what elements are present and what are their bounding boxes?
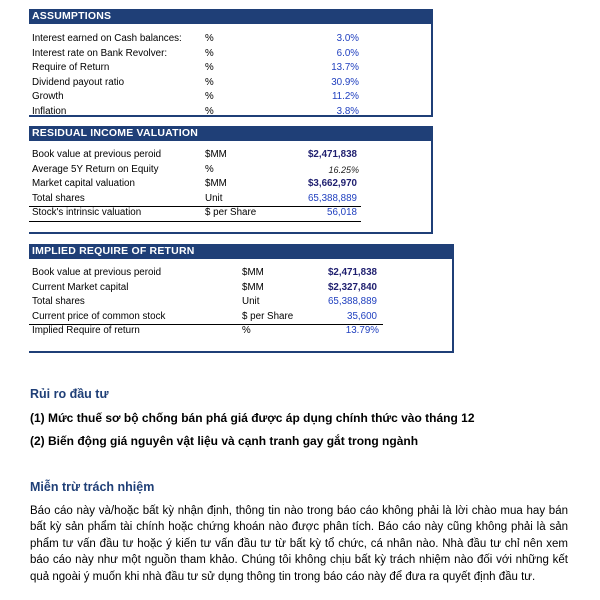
row-label: Inflation — [32, 105, 67, 117]
row-value: 16.25% — [328, 164, 359, 175]
row-value: 3.0% — [336, 33, 359, 44]
row-unit: % — [205, 33, 214, 44]
table-row — [29, 76, 431, 91]
row-unit: $MM — [242, 281, 264, 293]
residual-income-panel — [29, 126, 433, 234]
implied-return-panel — [29, 244, 454, 353]
table-row — [29, 266, 452, 281]
row-label: Current price of common stock — [32, 310, 166, 322]
row-unit: % — [205, 62, 214, 73]
row-label: Require of Return — [32, 62, 110, 73]
row-value: 13.79% — [345, 325, 379, 336]
table-row — [29, 295, 452, 310]
row-value: 11.2% — [331, 91, 359, 102]
row-label: Book value at previous peroid — [32, 149, 162, 160]
row-label: Dividend payout ratio — [32, 76, 125, 88]
table-row — [29, 192, 431, 207]
row-label: Average 5Y Return on Equity — [32, 163, 159, 175]
table-row — [29, 310, 452, 325]
row-value: 35,600 — [347, 310, 377, 322]
row-unit: % — [205, 91, 214, 102]
row-value: $3,662,970 — [307, 178, 357, 189]
disclaimer-text: Báo cáo này và/hoặc bất kỳ nhận định, thông tin nào trong báo cáo không phải là lời chào mua hay bán bất kỳ sản phẩm tài chính hoặc chứng khoán nào được phân tích. Báo cáo này cũng không phải là sản phẩm tư vấn đầu tư hoặc ý kiến tư vấn đầu tư từ bất kỳ tổ chức, cá nhân nào. Nhà đầu tư chỉ nên xem báo cáo này như một nguồn tham khảo. Chúng tôi không chịu bất kỳ trách nhiệm nào đối với những kết quả ngoài ý muốn khi nhà đầu tư sử dụng thông tin trong báo cáo này để đưa ra quyết định đầu tư. — [30, 505, 568, 583]
row-value: 3.8% — [336, 105, 359, 117]
table-row — [29, 324, 452, 339]
row-value: 13.7% — [331, 62, 359, 73]
table-row — [29, 105, 431, 120]
row-unit: $MM — [205, 178, 227, 189]
disclaimer-title: Miễn trừ trách nhiệm — [30, 480, 155, 494]
residual-income-header: RESIDUAL INCOME VALUATION — [29, 126, 431, 141]
row-unit: $ per Share — [205, 207, 257, 218]
row-value: $2,471,838 — [327, 267, 377, 278]
row-unit: Unit — [242, 296, 260, 307]
table-row — [29, 281, 452, 296]
table-row — [29, 32, 431, 47]
divider — [29, 221, 361, 222]
row-label: Stock's intrinsic valuation — [32, 207, 142, 218]
table-row — [29, 148, 431, 163]
row-unit: % — [205, 76, 214, 88]
row-unit: % — [242, 325, 251, 336]
row-unit: Unit — [205, 192, 223, 204]
row-value: 65,388,889 — [327, 296, 377, 307]
row-unit: $MM — [242, 267, 264, 278]
row-label: Interest rate on Bank Revolver: — [32, 47, 168, 59]
table-row — [29, 163, 431, 178]
table-row — [29, 61, 431, 76]
row-unit: $ per Share — [242, 310, 294, 322]
row-label: Implied Require of return — [32, 325, 140, 336]
row-unit: % — [205, 47, 214, 59]
assumptions-panel — [29, 9, 433, 117]
risks-title: Rủi ro đầu tư — [30, 387, 109, 401]
row-value: 6.0% — [336, 47, 359, 59]
row-label: Current Market capital — [32, 281, 129, 293]
row-value: 30.9% — [331, 76, 359, 88]
row-unit: % — [205, 163, 214, 175]
row-value: 65,388,889 — [307, 192, 357, 204]
row-unit: $MM — [205, 149, 227, 160]
table-row — [29, 90, 431, 105]
row-label: Interest earned on Cash balances: — [32, 33, 182, 44]
table-row — [29, 177, 431, 192]
risk-item: (2) Biến động giá nguyên vật liệu và cạnh tranh gay gắt trong ngành — [30, 434, 419, 448]
row-label: Market capital valuation — [32, 178, 135, 189]
row-value: $2,471,838 — [307, 149, 357, 160]
row-value: 56,018 — [327, 207, 357, 218]
row-label: Total shares — [32, 296, 85, 307]
implied-return-header: IMPLIED REQUIRE OF RETURN — [29, 244, 452, 259]
table-row — [29, 47, 431, 62]
row-label: Total shares — [32, 192, 85, 204]
row-unit: % — [205, 105, 214, 117]
table-row — [29, 206, 431, 221]
row-label: Growth — [32, 91, 64, 102]
row-value: $2,327,840 — [327, 281, 377, 293]
risk-item: (1) Mức thuế sơ bộ chống bán phá giá được áp dụng chính thức vào tháng 12 — [30, 411, 475, 425]
assumptions-header: ASSUMPTIONS — [29, 9, 431, 24]
row-label: Book value at previous peroid — [32, 267, 162, 278]
